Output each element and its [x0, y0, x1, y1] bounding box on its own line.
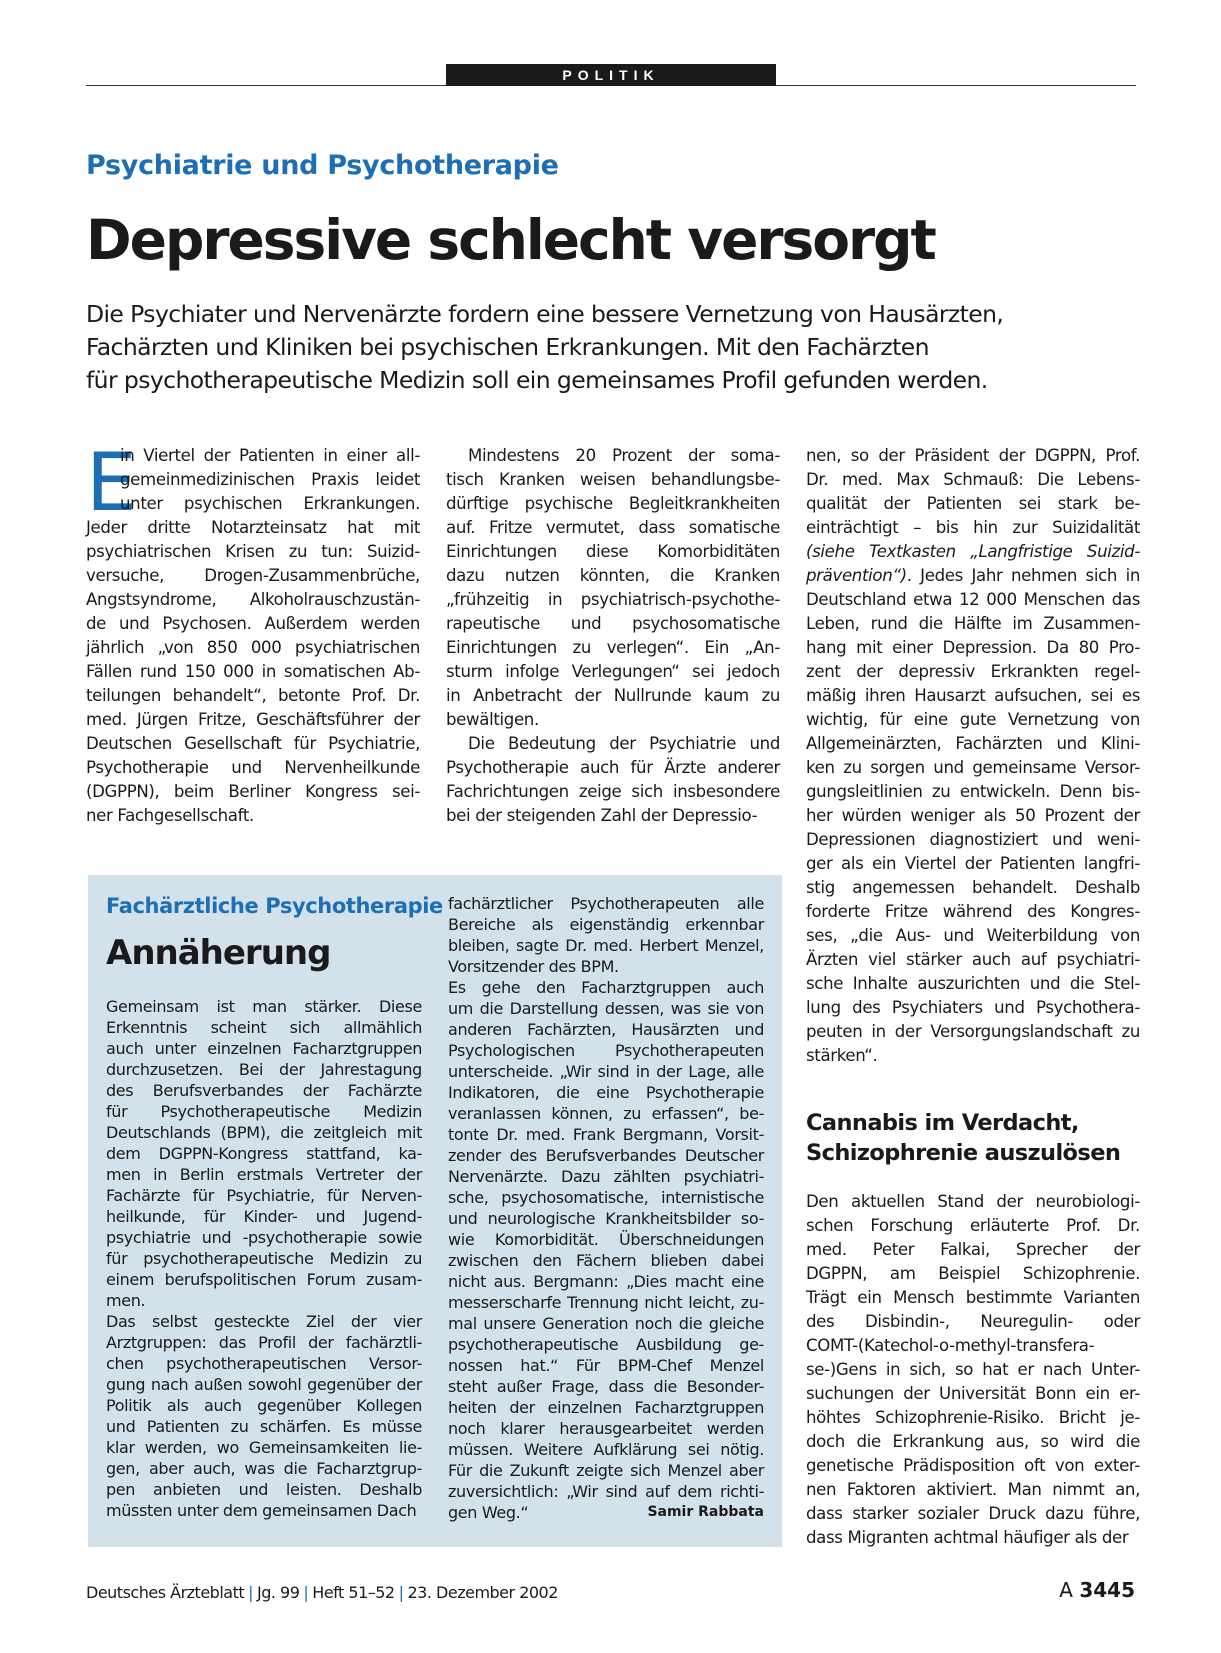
text-line: dazu nutzen könnten, die Kranken — [446, 566, 780, 585]
text-line: Psychotherapie und Nervenheilkunde — [86, 758, 420, 777]
text-line: zent der depressiv Erkrankten regel- — [806, 662, 1140, 681]
text-line — [448, 1502, 764, 1523]
text-line: Einrichtungen diese Komorbiditäten — [446, 542, 780, 561]
text-line: heilkunde, für Kinder- und Jugend- — [106, 1207, 422, 1226]
text-line: men. — [106, 1291, 146, 1310]
text-line: des Disbindin-, Neuregulin- oder — [806, 1312, 1140, 1331]
text-line: psychiatrie und -psychotherapie sowie — [106, 1228, 422, 1247]
text-line: durchzusetzen. Bei der Jahrestagung — [106, 1060, 422, 1079]
text-line: her würden weniger als 50 Prozent der — [806, 806, 1140, 825]
text-line: veranlassen können, zu erfassen“, be- — [448, 1104, 764, 1123]
text-line: schen Forschung erläuterte Prof. Dr. — [806, 1216, 1140, 1235]
text-line: bleiben, sagte Dr. med. Herbert Menzel, — [448, 936, 764, 955]
text-line: müssten unter dem gemeinsamen Dach — [106, 1501, 417, 1520]
text-line: einträchtigt – bis hin zur Suizidalität — [806, 518, 1140, 537]
text-line: Nervenärzte. Dazu zählten psychiatri- — [448, 1167, 764, 1186]
text-line: unter psychischen Erkrankungen. — [120, 494, 420, 513]
text-line: Ärzten viel stärker auch auf psychiatri- — [806, 950, 1140, 969]
page-footer: Deutsches Ärzteblatt | Jg. 99 | Heft 51–52 | 23. Dezember 2002 — [86, 1583, 558, 1602]
text-line: Fachrichtungen zeige sich insbesondere — [446, 782, 780, 801]
text-line: sche Inhalte auszurichten und die Stel- — [806, 974, 1140, 993]
text-line: ger als ein Viertel der Patienten langfri- — [806, 854, 1140, 873]
text-line: Bereiche als eigenständig erkennbar — [448, 915, 764, 934]
text-line: ses, „die Aus- und Weiterbildung von — [806, 926, 1140, 945]
text-line: mäßig ihren Hausarzt aufsuchen, sei es — [806, 686, 1140, 705]
text-line: dem DGPPN-Kongress stattfand, ka- — [106, 1144, 422, 1163]
text-line: Erkenntnis scheint sich allmählich — [106, 1018, 422, 1037]
text-line: höhtes Schizophrenie-Risiko. Bricht je- — [806, 1408, 1140, 1427]
text-line: sche, psychosomatische, internistische — [448, 1188, 764, 1207]
text-line: doch die Erkrankung aus, so wird die — [806, 1432, 1140, 1451]
text-line: wichtig, für eine gute Vernetzung von — [806, 710, 1140, 729]
text-line: dass starker sozialer Druck dazu führe, — [806, 1504, 1140, 1523]
text-line: stig angemessen behandelt. Deshalb — [806, 878, 1140, 897]
box-column-1 — [106, 996, 422, 1521]
text-line: fachärztlicher Psychotherapeuten alle — [448, 894, 764, 913]
subheading-line: Cannabis im Verdacht, — [806, 1110, 1079, 1136]
text-line: Dr. med. Max Schmauß: Die Lebens- — [806, 470, 1140, 489]
text-line: Indikatoren, die eine Psychotherapie — [448, 1083, 764, 1102]
subheading-line: Schizophrenie auszulösen — [806, 1140, 1121, 1166]
text-line: für Psychotherapeutische Medizin — [106, 1102, 422, 1121]
text-line: noch klarer herausgearbeitet werden — [448, 1419, 764, 1438]
text-line: auch unter einzelnen Facharztgruppen — [106, 1039, 422, 1058]
section-label: POLITIK — [446, 64, 776, 86]
lead-line: für psychotherapeutische Medizin soll ein gemeinsames Profil gefunden werden. — [86, 366, 988, 394]
text-line: klar werden, wo Gemeinsamkeiten lie- — [106, 1438, 422, 1457]
text-line: sturm infolge Verlegungen“ sei jedoch — [446, 662, 780, 681]
text-line: Jeder dritte Notarzteinsatz hat mit — [86, 518, 420, 537]
text-line: Die Bedeutung der Psychiatrie und — [468, 734, 780, 753]
journal-name: Deutsches Ärzteblatt — [86, 1583, 245, 1602]
text-line: zuversichtlich: „Wir sind auf dem richti- — [448, 1482, 764, 1501]
text-line: nicht aus. Bergmann: „Dies macht eine — [448, 1272, 764, 1291]
text-line: Fällen rund 150 000 in somatischen Ab- — [86, 662, 420, 681]
text-line: mal unsere Generation noch die gleiche — [448, 1314, 764, 1333]
text-line: de und Psychosen. Außerdem werden — [86, 614, 420, 633]
text-line: teilungen behandelt“, betonte Prof. Dr. — [86, 686, 420, 705]
box-title: Annäherung — [106, 933, 331, 973]
text-line: Angstsyndrome, Alkoholrauschzustän- — [86, 590, 420, 609]
text-line: prävention“). Jedes Jahr nehmen sich in — [806, 566, 1140, 585]
text-line: Depressionen diagnostiziert und weni- — [806, 830, 1140, 849]
box-column-2 — [448, 893, 764, 1523]
text-line: müssen. Weitere Aufklärung sei nötig. — [448, 1440, 764, 1459]
text-line: Vorsitzender des BPM. — [448, 957, 619, 976]
text-line: (DGPPN), beim Berliner Kongress sei- — [86, 782, 420, 801]
text-line: Allgemeinärzten, Fachärzten und Klini- — [806, 734, 1140, 753]
text-line: nen Faktoren aktiviert. Man nimmt an, — [806, 1480, 1140, 1499]
text-line: hang mit einer Depression. Da 80 Pro- — [806, 638, 1140, 657]
text-line: Für die Zukunft zeigte sich Menzel aber — [448, 1461, 764, 1480]
lead-line: Die Psychiater und Nervenärzte fordern eine bessere Vernetzung von Hausärzten, — [86, 300, 1004, 328]
text-line: ken zu sorgen und gemeinsame Versor- — [806, 758, 1140, 777]
text-line: in Anbetracht der Nullrunde kaum zu — [446, 686, 780, 705]
text-line: anderen Fachärzten, Hausärzten und — [448, 1020, 764, 1039]
text-line: Deutschen Gesellschaft für Psychiatrie, — [86, 734, 420, 753]
text-line: zender des Berufsverbandes Deutscher — [448, 1146, 764, 1165]
text-line: gung nach außen sowohl gegenüber der — [106, 1375, 422, 1394]
text-line: bewältigen. — [446, 710, 539, 729]
text-line: med. Jürgen Fritze, Geschäftsführer der — [86, 710, 420, 729]
text-line: Psychologischen Psychotherapeuten — [448, 1041, 764, 1060]
text-line: Arztgruppen: das Profil der fachärztli- — [106, 1333, 422, 1352]
text-line: gen, aber auch, was die Facharztgrup- — [106, 1459, 422, 1478]
text-line: (siehe Textkasten „Langfristige Suizid- — [806, 542, 1140, 561]
text-line: peuten in der Versorgungslandschaft zu — [806, 1022, 1140, 1041]
text-line: suchungen der Universität Bonn ein er- — [806, 1384, 1140, 1403]
text-line: ner Fachgesellschaft. — [86, 806, 254, 825]
text-line: des Berufsverbandes der Fachärzte — [106, 1081, 422, 1100]
text-line: und Patienten zu schärfen. Es müsse — [106, 1417, 422, 1436]
text-line: heiten der einzelnen Facharztgruppen — [448, 1398, 764, 1417]
text-line: für psychotherapeutische Medizin zu — [106, 1249, 422, 1268]
text-line: „frühzeitig in psychiatrisch-psychothe- — [446, 590, 780, 609]
text-line: wie Komorbidität. Überschneidungen — [448, 1230, 764, 1249]
text-line: psychiatrischen Krisen zu tun: Suizid- — [86, 542, 420, 561]
text-line: Es gehe den Facharztgruppen auch — [448, 978, 764, 997]
text-line: nen, so der Präsident der DGPPN, Prof. — [806, 446, 1140, 465]
text-line: qualität der Patienten sei stark be- — [806, 494, 1140, 513]
text-line: dürftige psychische Begleitkrankheiten — [446, 494, 780, 513]
text-line: tisch Kranken weisen behandlungsbe- — [446, 470, 780, 489]
text-line: Einrichtungen zu verlegen“. Ein „An- — [446, 638, 780, 657]
text-line: men in Berlin erstmals Vertreter der — [106, 1165, 422, 1184]
text-line: med. Peter Falkai, Sprecher der — [806, 1240, 1140, 1259]
text-line: unterscheide. „Wir sind in der Lage, alle — [448, 1062, 764, 1081]
box-kicker: Fachärztliche Psychotherapie — [106, 894, 443, 918]
text-line: zwischen den Fächern blieben dabei — [448, 1251, 764, 1270]
article-headline: Depressive schlecht versorgt — [86, 208, 935, 272]
text-line: psychotherapeutische Ausbildung ge- — [448, 1335, 764, 1354]
text-line: forderte Fritze während des Kongres- — [806, 902, 1140, 921]
page-number: A 3445 — [1059, 1578, 1135, 1602]
article-column-3-continued — [806, 1190, 1140, 1550]
text-line: Trägt ein Mensch bestimmte Varianten — [806, 1288, 1140, 1307]
text-line: Deutschland etwa 12 000 Menschen das — [806, 590, 1140, 609]
text-line: Fachärzte für Psychiatrie, für Nerven- — [106, 1186, 422, 1205]
text-line: Gemeinsam ist man stärker. Diese — [106, 997, 422, 1016]
text-line: rapeutische und psychosomatische — [446, 614, 780, 633]
text-line: in Viertel der Patienten in einer all- — [120, 446, 420, 465]
text-line: lung des Psychiaters und Psychothera- — [806, 998, 1140, 1017]
text-line: Psychotherapie auch für Ärzte anderer — [446, 758, 780, 777]
article-column-2 — [446, 444, 780, 828]
article-lead — [86, 298, 1086, 397]
article-column-3 — [806, 444, 1140, 1068]
journal-date: 23. Dezember 2002 — [407, 1583, 558, 1602]
text-line: genetische Prädisposition oft von exter- — [806, 1456, 1140, 1475]
text-line: versuche, Drogen-Zusammenbrüche, — [86, 566, 420, 585]
text-line: gemeinmedizinischen Praxis leidet — [120, 470, 420, 489]
text-line: einem berufspolitischen Forum zusam- — [106, 1270, 422, 1289]
text-line: COMT-(Katechol-o-methyl-transfera- — [806, 1336, 1095, 1355]
text-line: Leben, rund die Hälfte im Zusammen- — [806, 614, 1140, 633]
text-line: um die Darstellung dessen, was sie von — [448, 999, 764, 1018]
text-line: se-)Gens in sich, so hat er nach Unter- — [806, 1360, 1140, 1379]
journal-volume: Jg. 99 — [257, 1583, 300, 1602]
drop-cap: E — [86, 436, 137, 529]
text-line: chen psychotherapeutischen Versor- — [106, 1354, 422, 1373]
text-line: jährlich „von 850 000 psychiatrischen — [86, 638, 420, 657]
text-line: gungsleitlinien zu entwickeln. Denn bis- — [806, 782, 1140, 801]
text-line: stärken“. — [806, 1046, 878, 1065]
text-line: Deutschlands (BPM), die zeitgleich mit — [106, 1123, 422, 1142]
journal-issue: Heft 51–52 — [312, 1583, 395, 1602]
text-line: tonte Dr. med. Frank Bergmann, Vorsit- — [448, 1125, 764, 1144]
text-line: steht außer Frage, dass die Besonder- — [448, 1377, 764, 1396]
text-fragment: gen Weg.“ — [448, 1503, 529, 1522]
article-column-1 — [86, 436, 420, 828]
text-line: bei der steigenden Zahl der Depressio- — [446, 806, 758, 825]
text-line: Politik als auch gegenüber Kollegen — [106, 1396, 422, 1415]
section-subheading — [806, 1108, 1120, 1168]
text-line: pen anbieten und leisten. Deshalb — [106, 1480, 422, 1499]
text-line: dass Migranten achtmal häufiger als der — [806, 1528, 1129, 1547]
text-line: nossen hat.“ Für BPM-Chef Menzel — [448, 1356, 764, 1375]
text-line: DGPPN, am Beispiel Schizophrenie. — [806, 1264, 1140, 1283]
article-kicker: Psychiatrie und Psychotherapie — [86, 150, 559, 181]
lead-line: Fachärzten und Kliniken bei psychischen Erkrankungen. Mit den Fachärzten — [86, 333, 929, 361]
text-line: und neurologische Krankheitsbilder so- — [448, 1209, 764, 1228]
author-signature: Samir Rabbata — [647, 1504, 764, 1520]
text-line: Das selbst gesteckte Ziel der vier — [106, 1312, 422, 1331]
text-line: Mindestens 20 Prozent der soma- — [468, 446, 780, 465]
text-line: messerscharfe Trennung nicht leicht, zu- — [448, 1293, 764, 1312]
text-line: Den aktuellen Stand der neurobiologi- — [806, 1192, 1140, 1211]
text-line: auf. Fritze vermutet, dass somatische — [446, 518, 780, 537]
